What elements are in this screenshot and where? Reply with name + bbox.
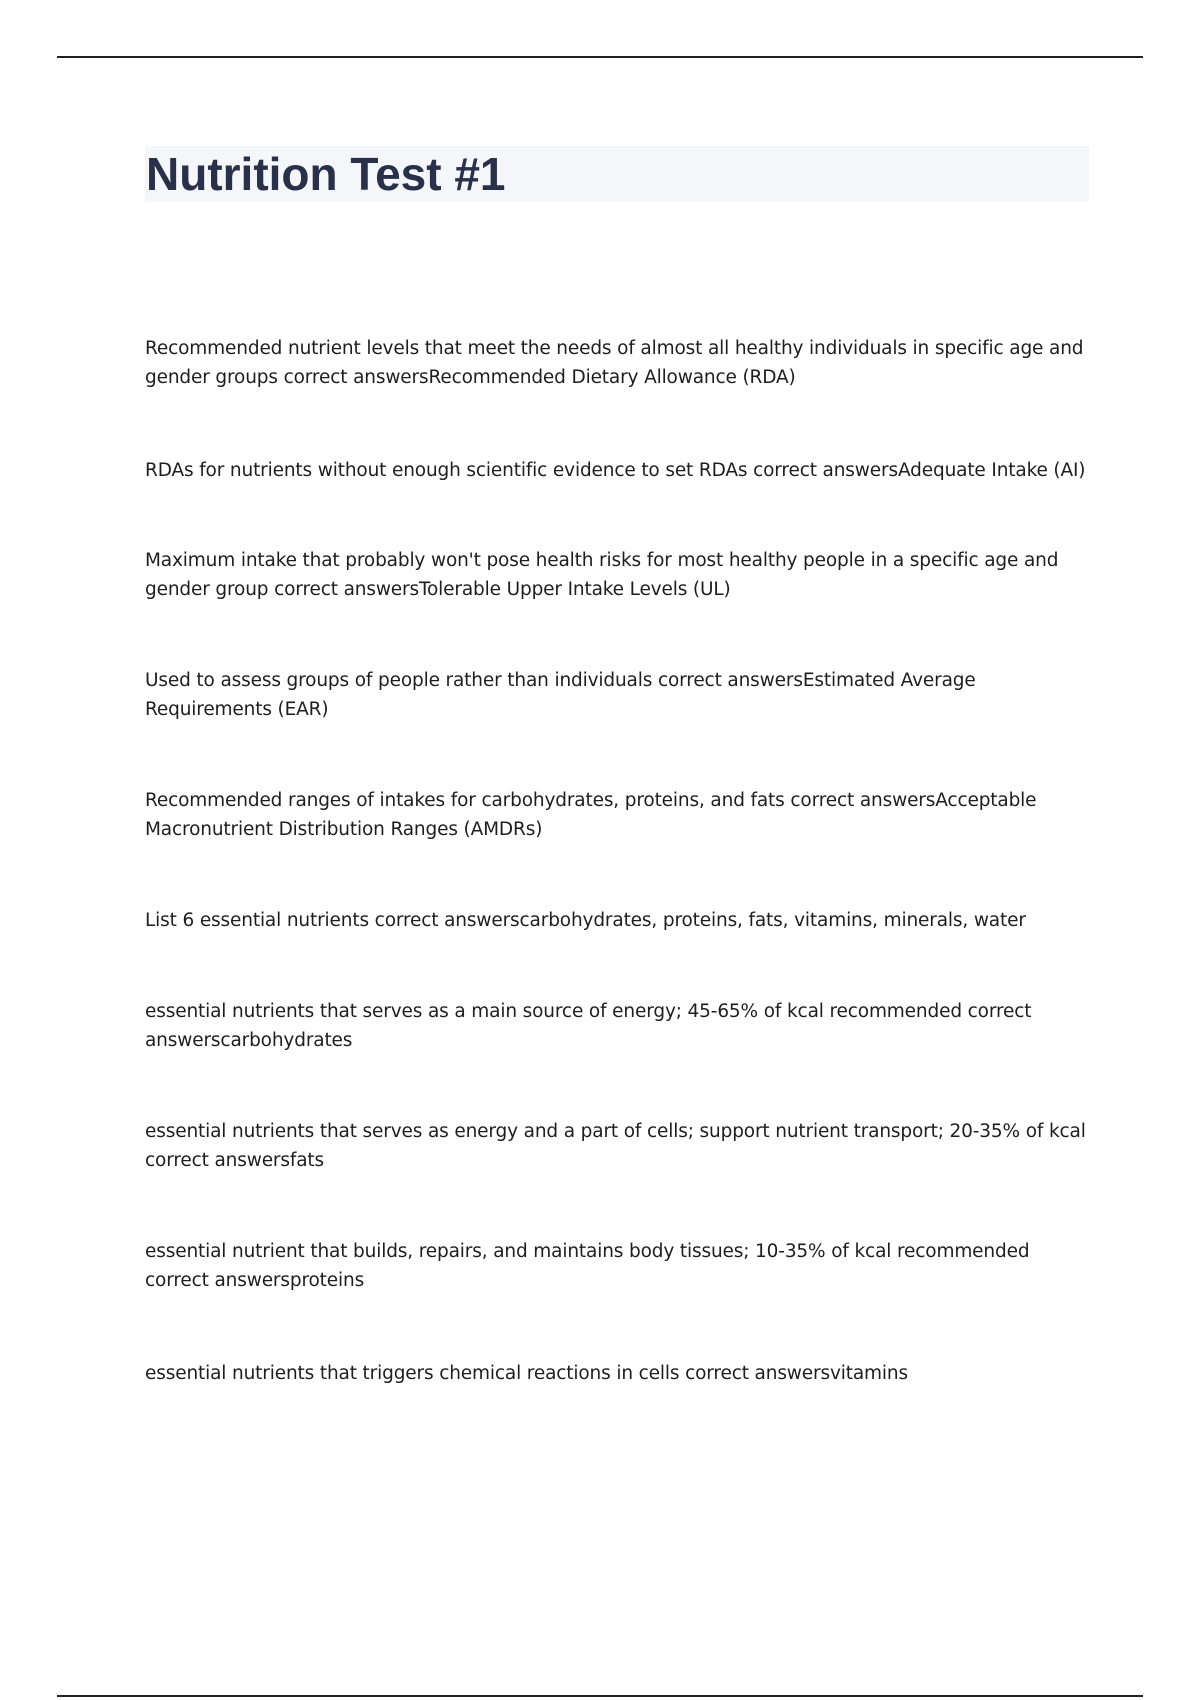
qa-item [145,666,1090,724]
answer-text: Acceptable Macronutrient Distribution Ranges (AMDRs) [145,790,1037,840]
question-text: Recommended nutrient levels that meet the needs of almost all healthy individuals in specific age and gender groups correct answers [145,338,1084,388]
question-text: RDAs for nutrients without enough scientific evidence to set RDAs correct answers [145,460,898,481]
question-text: essential nutrients that triggers chemical reactions in cells correct answers [145,1363,830,1384]
qa-item [145,786,1090,844]
qa-item [145,456,1090,485]
qa-item [145,1237,1090,1295]
qa-item [145,546,1090,604]
question-text: List 6 essential nutrients correct answers [145,910,520,931]
qa-item [145,1117,1090,1175]
qa-item [145,334,1090,392]
answer-text: fats [289,1150,325,1171]
qa-item [145,1359,1090,1388]
answer-text: vitamins [829,1363,908,1384]
question-text: Recommended ranges of intakes for carbohydrates, proteins, and fats correct answers [145,790,936,811]
page-title: Nutrition Test #1 [146,148,506,200]
answer-text: carbohydrates [220,1030,353,1051]
question-text: Used to assess groups of people rather than individuals correct answers [145,670,803,691]
answer-text: Recommended Dietary Allowance (RDA) [428,367,796,388]
answer-text: Estimated Average Requirements (EAR) [145,670,976,720]
question-text: essential nutrients that serves as a main source of energy; 45-65% of kcal recommended correct answers [145,1001,1032,1051]
qa-item [145,906,1090,935]
question-text: essential nutrient that builds, repairs, and maintains body tissues; 10-35% of kcal recommended correct answers [145,1241,1030,1291]
question-text: essential nutrients that serves as energy and a part of cells; support nutrient transport; 20-35% of kcal correct answers [145,1121,1086,1171]
answer-text: proteins [289,1270,365,1291]
answer-text: Adequate Intake (AI) [897,460,1086,481]
answer-text: Tolerable Upper Intake Levels (UL) [419,579,731,600]
answer-text: carbohydrates, proteins, fats, vitamins, minerals, water [519,910,1026,931]
qa-item [145,997,1090,1055]
bottom-rule [57,1695,1143,1697]
question-text: Maximum intake that probably won't pose health risks for most healthy people in a specific age and gender group correct answers [145,550,1059,600]
